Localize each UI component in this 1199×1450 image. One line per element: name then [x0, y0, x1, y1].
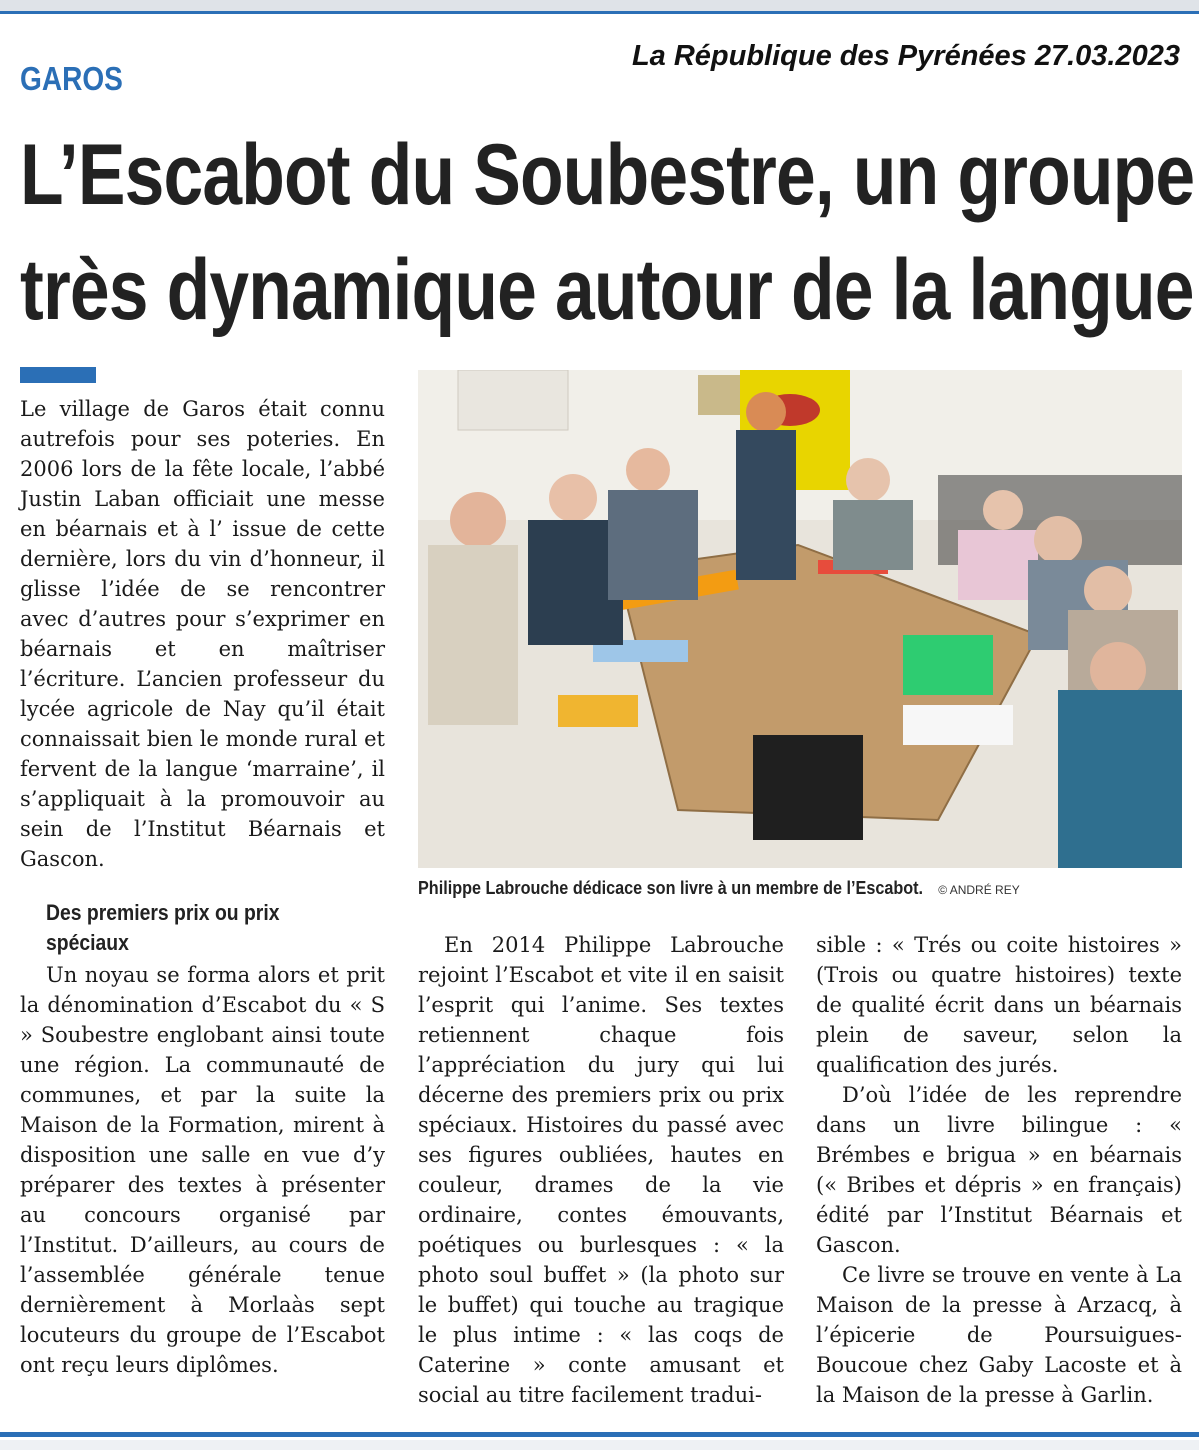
subheading: Des premiers prix ou prix spéciaux [46, 900, 280, 955]
paragraph-3: En 2014 Philippe Labrouche rejoint l’Escabot et vite il en saisit l’esprit qui l’anime. Ses textes retiennent chaque fois l’appréciation du jury qui lui décerne des premiers prix ou prix spéciaux. Histoires du passé avec ses figures oubliées, hautes en couleur, drames de la vie ordinaire, contes émouvants, poétiques ou burlesques : « la photo soul buffet » (la photo sur le buffet) qui touche au tragique le plus intime : « las coqs de Caterine » conte amusant et social au titre facilement tradui- [418, 933, 784, 1407]
top-rule [0, 0, 1199, 14]
headline [20, 118, 1199, 348]
paragraph-2: Un noyau se forma alors et prit la dénomination d’Escabot du « S » Soubestre englobant ainsi toute une région. La communauté de communes, et par la suite la Maison de la Formation, mirent à disposition une salle en vue d’y préparer des textes à présenter au concours organisé par l’Institut. D’ailleurs, au cours de l’assemblée générale tenue dernièrement à Morlaàs sept locuteurs du groupe de l’Escabot ont reçu leurs diplômes. [20, 963, 385, 1377]
bottom-rule [0, 1432, 1199, 1437]
section-marker [20, 367, 96, 383]
kicker: GAROS [20, 60, 123, 97]
intro-paragraph: Le village de Garos était connu autrefois pour ses poteries. En 2006 lors de la fête locale, l’abbé Justin Laban officiait une messe en béarnais et à l’ issue de cette dernière, lors du vin d’honneur, il glisse l’idée de se rencontrer avec d’autres pour s’exprimer en béarnais et en maîtriser l’écriture. L’ancien professeur du lycée agricole de Nay qu’il était connaissait bien le monde rural et fervent de la langue ‘marraine’, il s’appliquait à la promouvoir au sein de l’Institut Béarnais et Gascon. [20, 397, 385, 871]
column-3 [418, 930, 784, 1410]
column-2 [20, 960, 385, 1380]
column-4 [816, 930, 1182, 1410]
headline-line-2: très dynamique autour de la langue [20, 242, 1194, 338]
headline-line-1: L’Escabot du Soubestre, un groupe [20, 127, 1195, 223]
source-line: La République des Pyrénées 27.03.2023 [631, 40, 1180, 72]
paragraph-5: Ce livre se trouve en vente à La Maison de la presse à Arzacq, à l’épicerie de Poursuigues-Boucoue chez Gaby Lacoste et à la Maison de la presse à Garlin. [816, 1263, 1182, 1407]
meeting-photo-illustration [418, 370, 1182, 868]
paragraph-4: D’où l’idée de les reprendre dans un livre bilingue : « Brémbes e brigua » en béarnais (« Bribes et dépris » en français) édité par l’Institut Béarnais et Gascon. [816, 1083, 1182, 1257]
bottom-band [0, 1440, 1199, 1450]
paragraph-3-continued: sible : « Trés ou coite histoires » (Trois ou quatre histoires) texte de qualité écrit dans un béarnais plein de saveur, selon la qualification des jurés. [816, 933, 1182, 1077]
caption-text: Philippe Labrouche dédicace son livre à un membre de l’Escabot. [418, 878, 924, 898]
column-1 [20, 394, 385, 874]
article-photo [418, 370, 1182, 868]
photo-credit: © ANDRÉ REY [938, 883, 1020, 897]
photo-caption [418, 876, 1182, 902]
